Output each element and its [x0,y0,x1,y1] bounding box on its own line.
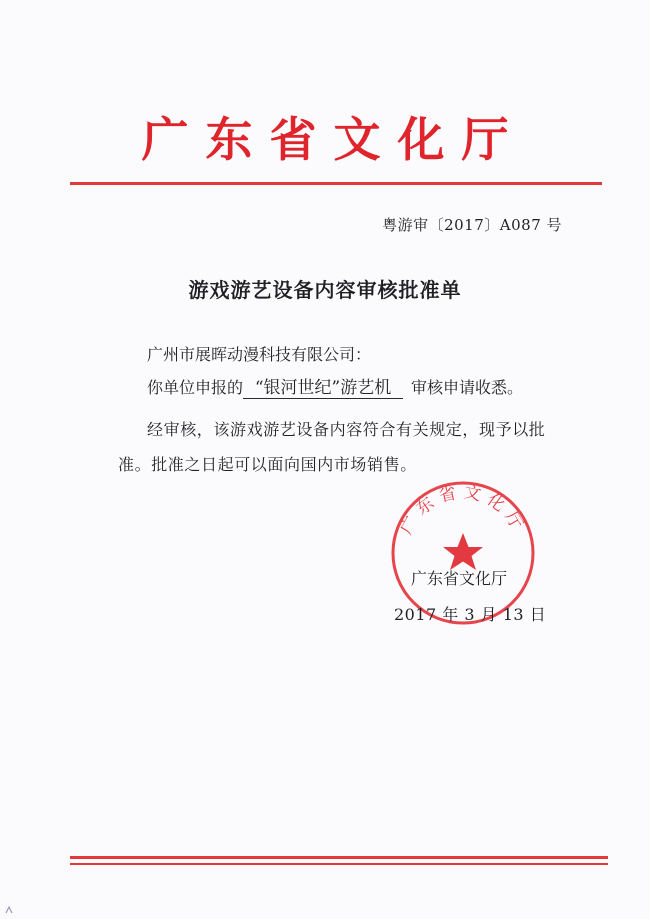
footer-red-rule-thin [70,863,608,865]
document-title: 游戏游艺设备内容审核批准单 [188,278,462,302]
header-red-rule [70,182,602,185]
seal-star-icon [443,533,483,570]
line1-prefix: 你单位申报的 [147,378,244,397]
product-name: “银河世纪”游艺机 [243,378,403,399]
signer-name: 广东省文化厅 [411,569,508,588]
issue-date: 2017 年 3 月 13 日 [394,605,547,624]
corner-mark-icon [4,905,14,915]
addressee-line: 广州市展晖动漫科技有限公司： [147,345,372,364]
body-line-3: 准。批准之日起可以面向国内市场销售。 [118,455,417,474]
footer-red-rule-thick [70,856,608,859]
svg-text:广东省文化厅 [397,482,530,538]
line1-suffix: 审核申请收悉。 [411,378,524,397]
issuer-header-title: 广东省文化厅 [141,113,526,168]
document-number: 粤游审〔2017〕A087 号 [382,216,562,234]
body-line-2: 经审核，该游戏游艺设备内容符合有关规定，现予以批 [147,420,546,439]
body-line-1 [147,378,523,399]
seal-text: 广东省文化厅 [396,482,530,539]
